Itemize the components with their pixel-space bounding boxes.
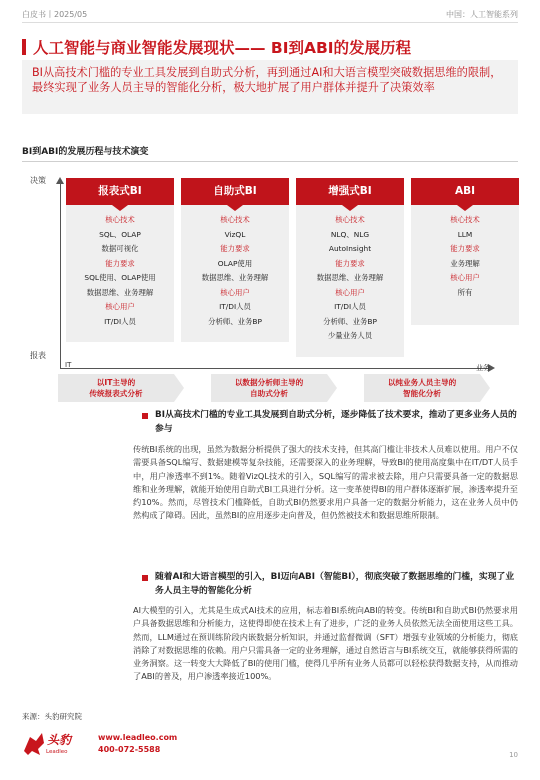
stage-body <box>181 205 289 342</box>
stage-abi <box>411 178 519 325</box>
tech-item: SQL、OLAP <box>99 229 141 239</box>
banner-line: 以IT主导的 <box>96 378 136 387</box>
summary-text: BI从高技术门槛的专业工具发展到自助式分析，再到通过AI和大语言模型突破数据思维的限制，最终实现了业务人员主导的智能化分析，极大地扩展了用户群体并提升了决策效率 <box>32 66 502 94</box>
banner-line: 传统报表式分析 <box>89 389 143 398</box>
users-item: IT/DI人员 <box>219 302 251 311</box>
users-item: 少量业务人员 <box>327 331 373 340</box>
users-label: 核心用户 <box>220 287 250 297</box>
stage-header: ABI <box>411 178 519 205</box>
x-axis <box>60 368 488 369</box>
x-axis-left-label: IT <box>65 361 72 369</box>
users-label: 核心用户 <box>105 302 135 311</box>
ability-label: 能力要求 <box>335 258 365 268</box>
banner-line: 自助式分析 <box>250 389 288 398</box>
stage-augmented-bi <box>296 178 404 357</box>
stage-body <box>411 205 519 325</box>
header-right: 中国：人工智能系列 <box>446 10 518 19</box>
banner-arrow <box>174 374 184 402</box>
bullet-body-2: AI大模型的引入，尤其是生成式AI技术的应用，标志着BI系统向ABI的转变。传统BI和自助式BI仍然要求用户具备数据思维和分析能力，这使得即使在技术上有了进步，广泛的业务人员依然无法全面使用这些工具。然而，LLM通过在预训练阶段内嵌数据分析知识，并通过监督微调（SFT）增强专业领域的分析能力，彻底消除了对数据思维的依赖。用户只需具备一定的业务理解，通过自然语言与BI系统交互，就能够获得所需的业务洞察。这一转变大大降低了BI的使用门槛，使得几乎所有业务人员都可以轻松获得数据支持，从而推动了ABI的普及，用户渗透率接近100%。 <box>133 605 518 682</box>
tech-item: LLM <box>457 229 473 239</box>
banner-line: 以数据分析师主导的 <box>234 378 304 387</box>
users-label: 核心用户 <box>450 273 480 282</box>
leopard-logo-icon <box>22 731 46 757</box>
x-axis-right-label: 业务 <box>476 364 490 372</box>
figure-divider <box>22 161 518 162</box>
stage-header: 自助式BI <box>181 178 289 205</box>
stage-self-service-bi <box>181 178 289 342</box>
bullet-heading-1: BI从高技术门槛的专业工具发展到自助式分析，逐步降低了技术要求，推动了更多业务人员的参与 <box>155 410 517 434</box>
tech-item: AutoInsight <box>328 244 372 253</box>
ability-item: 数据思维、业务理解 <box>201 273 269 282</box>
footer-phone: 400-072-5588 <box>98 745 161 754</box>
tech-item: VizQL <box>224 229 246 239</box>
phase-banner-it <box>58 374 174 402</box>
summary-box <box>22 60 518 114</box>
stage-body <box>66 205 174 342</box>
figure-title: BI到ABI的发展历程与技术演变 <box>22 147 149 157</box>
ability-label: 能力要求 <box>220 244 250 253</box>
phase-banner-analyst <box>211 374 327 402</box>
bullet-marker <box>142 413 148 419</box>
banner-arrow <box>480 374 490 402</box>
bullet-body-1: 传统BI系统的出现，虽然为数据分析提供了强大的技术支持，但其高门槛让非技术人员难以使用。用户不仅需要具备SQL编写、数据建模等复杂技能，还需要深入的业务理解，导致BI的使用高度集中在IT/DT人员手中，用户渗透率不到1%。随着VizQL技术的引入，SQL编写的需求被去除，用户只需要具备一定的数据思维和业务理解，就能开始使用自助式BI工具进行分析。这一变革使得BI的用户群体逐渐扩展，渗透率提升至约10%。然而，尽管技术门槛降低，自助式BI仍然要求用户具备一定的数据分析能力，这在业务人员中仍然构成了障碍。因此，虽然BI的应用逐步走向普及，但仍然被技术和数据思维所限制。 <box>133 444 518 521</box>
logo-name: 头豹 <box>47 733 72 747</box>
stage-report-bi <box>66 178 174 342</box>
tech-label: 核心技术 <box>220 215 250 224</box>
tech-item: NLQ、NLG <box>330 229 370 239</box>
y-axis-top-label: 决策 <box>30 176 46 185</box>
y-axis-bottom-label: 报表 <box>30 351 46 360</box>
header-left: 白皮书丨2025/05 <box>22 10 88 19</box>
tech-item: 数据可视化 <box>101 244 139 253</box>
source-note: 来源：头豹研究院 <box>22 712 82 721</box>
banner-line: 以纯业务人员主导的 <box>387 378 457 387</box>
ability-label: 能力要求 <box>105 258 135 268</box>
y-axis <box>60 183 61 369</box>
ability-item: 业务理解 <box>450 258 480 268</box>
users-item: 分析师、业务BP <box>208 316 262 326</box>
tech-label: 核心技术 <box>105 215 135 224</box>
page-number: 10 <box>509 751 518 759</box>
tech-label: 核心技术 <box>450 215 480 224</box>
banner-line: 智能化分析 <box>403 389 441 398</box>
users-item: IT/DI人员 <box>104 316 136 326</box>
bullet-marker <box>142 575 148 581</box>
phase-banner-business <box>364 374 480 402</box>
footer-url[interactable]: www.leadleo.com <box>98 733 178 742</box>
header-divider <box>22 22 518 23</box>
tech-label: 核心技术 <box>335 215 365 224</box>
users-item: 所有 <box>457 287 473 297</box>
ability-item: 数据思维、业务理解 <box>86 287 154 297</box>
stage-header: 增强式BI <box>296 178 404 205</box>
stage-body <box>296 205 404 357</box>
ability-item: 数据思维、业务理解 <box>316 273 384 282</box>
users-label: 核心用户 <box>335 287 365 297</box>
ability-label: 能力要求 <box>450 244 480 253</box>
page-title: 人工智能与商业智能发展现状—— BI到ABI的发展历程 <box>33 39 412 57</box>
bullet-heading-2: 随着AI和大语言模型的引入，BI迈向ABI（智能BI），彻底突破了数据思维的门槛，实现了业务人员主导的智能化分析 <box>155 572 515 596</box>
ability-item: SQL使用、OLAP使用 <box>84 273 156 282</box>
ability-item: OLAP使用 <box>217 258 253 268</box>
logo-subtitle: Leadleo <box>46 749 68 755</box>
users-item: 分析师、业务BP <box>323 316 377 326</box>
title-accent-bar <box>22 39 26 55</box>
users-item: IT/DI人员 <box>334 302 366 311</box>
banner-arrow <box>327 374 337 402</box>
stage-header: 报表式BI <box>66 178 174 205</box>
